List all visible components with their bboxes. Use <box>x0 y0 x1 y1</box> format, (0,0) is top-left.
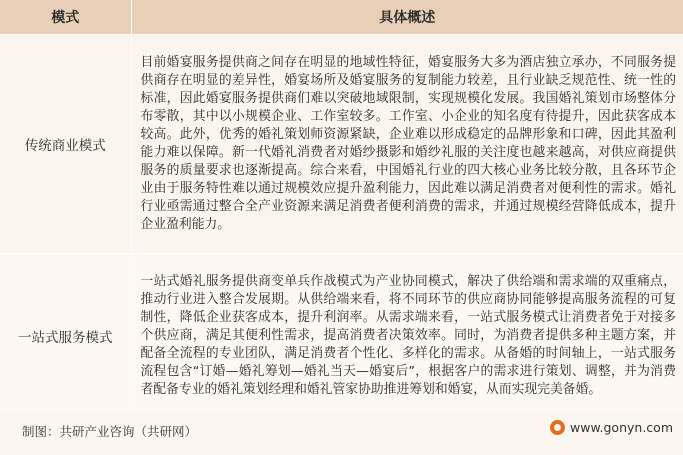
mode-cell-traditional: 传统商业模式 <box>0 35 131 254</box>
description-cell-one-stop: 一站式婚礼服务提供商变单兵作战模式为产业协同模式，解决了供给端和需求端的双重痛点，推动行业进入整合发展期。从供给端来看，将不同环节的供应商协同能够提高服务流程的可复制性，降低企业获客成本，提升利润率。从需求端来看，一站式服务模式让消费者免于对接多个供应商，满足其便利性需求，提高消费者决策效率。同时，为消费者提供多种主题方案，并配备全流程的专业团队，满足消费者个性化、多样化的需求。从备婚的时间轴上，一站式服务流程包含“订婚—婚礼筹划—婚礼当天—婚宴后”，根据客户的需求进行策划、调整，并为消费者配备专业的婚礼策划经理和婚礼管家协助推进筹划和婚宴，从而实现完美备婚。 <box>131 254 683 419</box>
table-row <box>0 254 683 419</box>
description-cell-traditional: 目前婚宴服务提供商之间存在明显的地域性特征，婚宴服务大多为酒店独立承办，不同服务提供商存在明显的差异性，婚宴场所及婚宴服务的复制能力较差，且行业缺乏规范性、统一性的标准，因此婚宴服务提供商们难以突破地域限制，实现规模化发展。我国婚礼策划市场整体分布零散，其中以小规模企业、工作室较多。工作室、小企业的知名度有待提升，因此获客成本较高。此外，优秀的婚礼策划师资源紧缺，企业难以形成稳定的品牌形象和口碑，因此其盈利能力难以保障。新一代婚礼消费者对婚纱摄影和婚纱礼服的关注度也越来越高，对供应商提供服务的质量要求也逐渐提高。综合来看，中国婚礼行业的四大核心业务比较分散，且各环节企业由于服务特性难以通过规模效应提升盈利能力，因此难以满足消费者对便利性的需求。婚礼行业亟需通过整合全产业资源来满足消费者便利消费的需求，并通过规模经营降低成本，提升企业盈利能力。 <box>131 35 683 254</box>
mode-cell-one-stop: 一站式服务模式 <box>0 254 131 419</box>
site-url[interactable]: www.gonyn.com <box>570 420 673 435</box>
table-row <box>0 35 683 254</box>
header-description: 具体概述 <box>131 0 683 35</box>
source-caption: 制图：共研产业咨询（共研网） <box>22 424 198 439</box>
table-header-row <box>0 0 683 35</box>
footer <box>0 412 683 455</box>
header-mode: 模式 <box>0 0 131 35</box>
site-brand <box>550 420 673 435</box>
gonyn-logo-icon <box>550 420 565 435</box>
